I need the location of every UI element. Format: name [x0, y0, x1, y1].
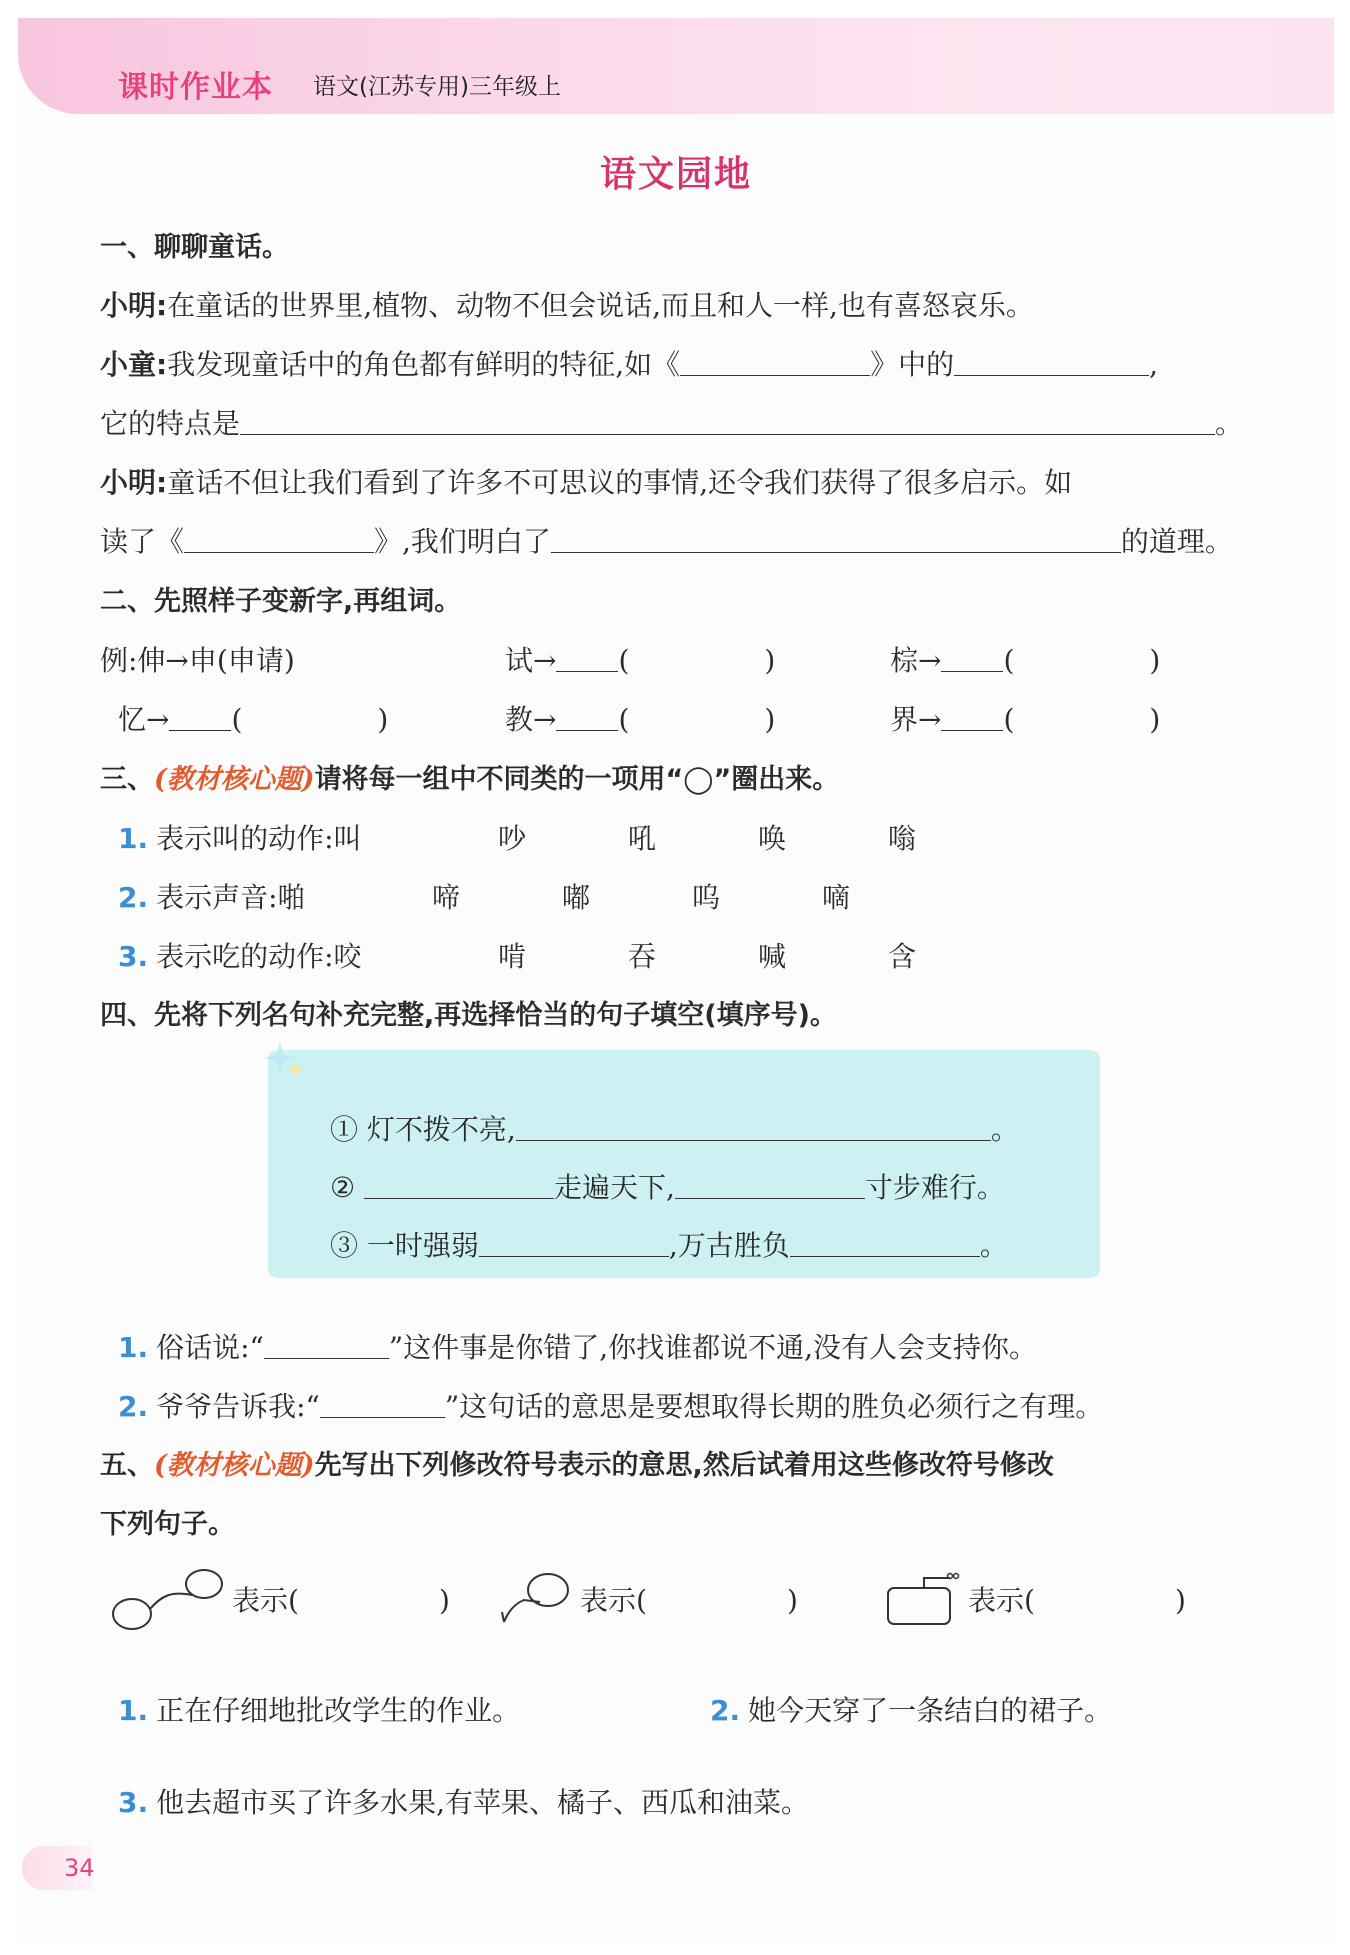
page-number: 34 [22, 1846, 92, 1890]
revise-sentence-1 [118, 1691, 520, 1731]
insert-mark-icon [884, 1572, 964, 1628]
proverb-3 [330, 1226, 1008, 1266]
speaker-xiaoming: 小明: [100, 466, 168, 499]
dialogue-text: 。 [1215, 407, 1244, 440]
dialogue-text: , [1149, 348, 1159, 381]
symbol-meaning-2 [580, 1581, 798, 1621]
new-char-blank[interactable] [941, 641, 1003, 672]
speaker-xiaoming: 小明: [100, 289, 168, 322]
dialogue-line-1 [100, 286, 1034, 326]
dialogue-line-2 [100, 345, 1158, 385]
word-option[interactable]: 呜 [692, 881, 721, 914]
word-option[interactable]: 嘟 [562, 881, 591, 914]
page-header [18, 18, 1334, 114]
dialogue-text: 》,我们明白了 [374, 525, 551, 558]
lesson-blank[interactable] [551, 522, 1121, 553]
new-char-blank[interactable] [556, 700, 618, 731]
char-prompt: 界→ [890, 703, 942, 736]
heading-text: 请将每一组中不同类的一项用“◯”圈出来。 [314, 764, 840, 795]
feature-blank[interactable] [240, 404, 1215, 435]
page-title: 语文园地 [599, 154, 752, 195]
character-blank[interactable] [954, 345, 1149, 376]
word-option[interactable]: 唤 [758, 822, 787, 855]
char-item: 棕→ ( ) [890, 641, 1160, 681]
heading-text: 先写出下列修改符号表示的意思,然后试着用这些修改符号修改 [314, 1450, 1054, 1481]
group-label: 表示吃的动作:咬 [156, 940, 362, 973]
section-4-heading: 四、先将下列名句补充完整,再选择恰当的句子填空(填序号)。 [100, 1000, 837, 1031]
dialogue-text: 的道理。 [1120, 525, 1233, 558]
word-option[interactable]: 吼 [628, 822, 657, 855]
char-prompt: 棕→ [890, 644, 942, 677]
fill-sentence-2 [118, 1387, 1103, 1427]
group-label: 表示声音:啪 [156, 881, 306, 914]
dialogue-text: 在童话的世界里,植物、动物不但会说话,而且和人一样,也有喜怒哀乐。 [167, 289, 1034, 322]
sentence-text: 正在仔细地批改学生的作业。 [156, 1694, 521, 1727]
symbol-meaning-3 [968, 1581, 1186, 1621]
proverb-text: 。 [979, 1229, 1008, 1262]
item-number: 1. [118, 1331, 149, 1364]
char-prompt: 教→ [505, 703, 557, 736]
symbol-label: ) [438, 1584, 450, 1617]
char-prompt: 忆→ [118, 703, 170, 736]
proverb-text: ,万古胜负 [668, 1229, 790, 1262]
story-title-blank[interactable] [680, 345, 870, 376]
item-number: 1. [118, 822, 149, 855]
speaker-xiaotong: 小童: [100, 348, 168, 381]
number-blank[interactable] [320, 1387, 445, 1418]
proverb-text: 。 [990, 1113, 1019, 1146]
word-option[interactable]: 喊 [758, 940, 787, 973]
word-option[interactable]: 啃 [498, 940, 527, 973]
revise-sentence-3 [118, 1783, 809, 1823]
dialogue-line-3b [100, 522, 1233, 562]
item-number: 2. [118, 1390, 149, 1423]
swap-mark-icon [112, 1565, 228, 1635]
proverb-text: ② [330, 1171, 356, 1204]
group-row-2 [118, 878, 306, 918]
word-option[interactable]: 嘀 [822, 881, 851, 914]
word-option[interactable]: 吵 [498, 822, 527, 855]
dialogue-line-2b [100, 404, 1243, 444]
symbol-label: 表示( [580, 1584, 647, 1617]
dialogue-text: 它的特点是 [100, 407, 241, 440]
symbol-label: 表示( [968, 1584, 1035, 1617]
item-number: 3. [118, 940, 149, 973]
dialogue-text: 读了《 [100, 525, 185, 558]
sentence-text: 她今天穿了一条结白的裙子。 [748, 1694, 1113, 1727]
section-3-heading [100, 760, 839, 800]
symbol-meaning-1 [232, 1581, 450, 1621]
char-item: 界→ ( ) [890, 700, 1160, 740]
symbol-label: ) [786, 1584, 798, 1617]
section-2-heading: 二、先照样子变新字,再组词。 [100, 586, 462, 617]
item-number: 2. [710, 1694, 741, 1727]
group-row-3 [118, 937, 362, 977]
new-char-blank[interactable] [169, 700, 231, 731]
sentence-text: ”这件事是你错了,你找谁都说不通,没有人会支持你。 [388, 1331, 1037, 1364]
heading-text: 三、 [100, 764, 154, 795]
word-option[interactable]: 啼 [432, 881, 461, 914]
revise-sentence-2 [710, 1691, 1112, 1731]
proverb-blank[interactable] [479, 1226, 669, 1257]
item-number: 1. [118, 1694, 149, 1727]
heading-text: 五、 [100, 1450, 154, 1481]
sparkle-icon [262, 1040, 308, 1086]
group-label: 表示叫的动作:叫 [156, 822, 362, 855]
char-prompt: 试→ [505, 644, 557, 677]
dialogue-text: 》中的 [870, 348, 955, 381]
sentence-text: 他去超市买了许多水果,有苹果、橘子、西瓜和油菜。 [156, 1786, 810, 1819]
new-char-blank[interactable] [941, 700, 1003, 731]
group-row-1 [118, 819, 362, 859]
fill-sentence-1 [118, 1328, 1037, 1368]
sentence-text: 爷爷告诉我:“ [156, 1390, 320, 1423]
section-5-heading-line2: 下列句子。 [100, 1509, 235, 1540]
new-char-blank[interactable] [556, 641, 618, 672]
proverb-blank[interactable] [675, 1168, 865, 1199]
number-blank[interactable] [264, 1328, 389, 1359]
dialogue-text: 我发现童话中的角色都有鲜明的特征,如《 [167, 348, 681, 381]
proverb-text: ① 灯不拨不亮, [330, 1113, 516, 1146]
core-label: (教材核心题) [154, 1450, 315, 1481]
proverb-blank[interactable] [516, 1110, 991, 1141]
book-subtitle: 语文(江苏专用)三年级上 [313, 74, 561, 100]
proverb-text: 寸步难行。 [864, 1171, 1005, 1204]
char-item: 试→ ( ) [505, 641, 775, 681]
proverb-text: ③ 一时强弱 [330, 1229, 479, 1262]
proverb-2 [330, 1168, 1005, 1208]
char-item: 忆→ ( ) [118, 700, 388, 740]
proverb-1 [330, 1110, 1019, 1150]
dialogue-text: 童话不但让我们看到了许多不可思议的事情,还令我们获得了很多启示。如 [167, 466, 1073, 499]
proverb-blank[interactable] [790, 1226, 980, 1257]
proverb-blank[interactable] [364, 1168, 554, 1199]
core-label: (教材核心题) [154, 764, 315, 795]
delete-mark-icon [500, 1572, 572, 1626]
section-5-heading [100, 1446, 1054, 1486]
example-item: 例:伸→申(申请) [100, 644, 295, 677]
section-1-heading: 一、聊聊童话。 [100, 232, 289, 263]
item-number: 2. [118, 881, 149, 914]
symbol-label: ) [1174, 1584, 1186, 1617]
word-option[interactable]: 含 [888, 940, 917, 973]
sentence-text: ”这句话的意思是要想取得长期的胜负必须行之有理。 [444, 1390, 1104, 1423]
word-option[interactable]: 吞 [628, 940, 657, 973]
sentence-text: 俗话说:“ [156, 1331, 264, 1364]
word-option[interactable]: 嗡 [888, 822, 917, 855]
char-item: 教→ ( ) [505, 700, 775, 740]
brand-title: 课时作业本 [118, 70, 273, 105]
item-number: 3. [118, 1786, 149, 1819]
proverb-text: 走遍天下, [554, 1171, 675, 1204]
story-title-blank[interactable] [184, 522, 374, 553]
symbol-label: 表示( [232, 1584, 299, 1617]
dialogue-line-3 [100, 463, 1072, 503]
